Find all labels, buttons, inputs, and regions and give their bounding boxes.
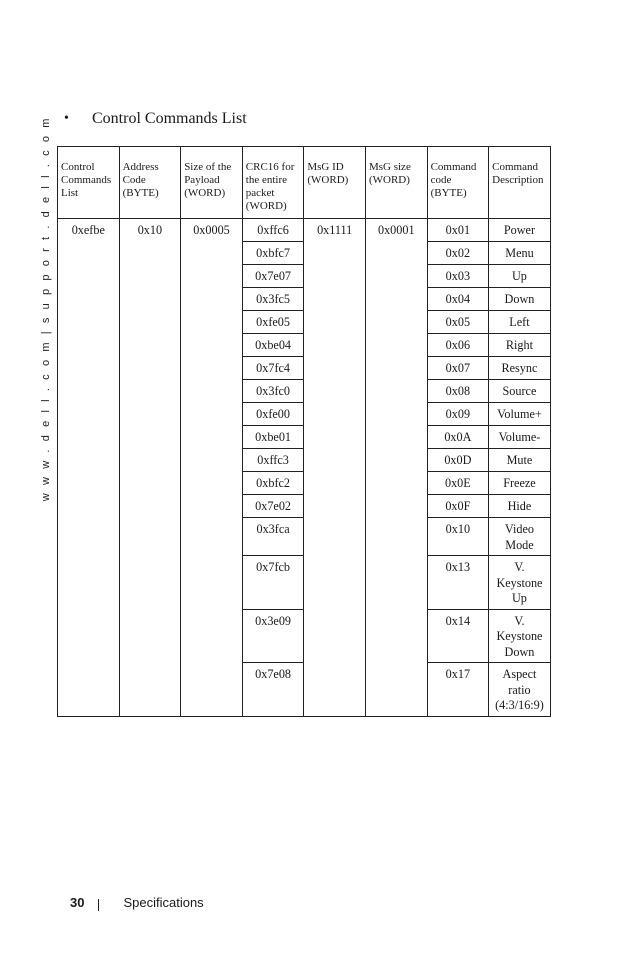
cell-address-code (119, 495, 181, 518)
cell-payload-size (181, 609, 243, 663)
cell-control-commands-list (58, 495, 120, 518)
table-row (58, 556, 551, 610)
cell-msg-id (304, 403, 366, 426)
control-commands-table (57, 146, 551, 717)
table-row (58, 242, 551, 265)
cell-command-code: 0x06 (427, 334, 489, 357)
cell-command-code: 0x10 (427, 518, 489, 556)
cell-command-code: 0x17 (427, 663, 489, 717)
cell-command-code: 0x0D (427, 449, 489, 472)
cell-control-commands-list (58, 449, 120, 472)
cell-msg-id (304, 495, 366, 518)
cell-crc16: 0x7fcb (242, 556, 304, 610)
cell-msg-size (365, 311, 427, 334)
cell-control-commands-list (58, 242, 120, 265)
cell-crc16: 0xfe05 (242, 311, 304, 334)
cell-command-description: Left (489, 311, 551, 334)
cell-command-code: 0x04 (427, 288, 489, 311)
table-row (58, 357, 551, 380)
cell-msg-id (304, 472, 366, 495)
side-url-text: w w w . d e l l . c o m | s u p p o r t . d e l l . c o m (40, 116, 52, 502)
cell-msg-id (304, 265, 366, 288)
table-row (58, 426, 551, 449)
cell-address-code (119, 288, 181, 311)
cell-control-commands-list (58, 288, 120, 311)
cell-command-code: 0x0A (427, 426, 489, 449)
cell-command-code: 0x07 (427, 357, 489, 380)
cell-crc16: 0x3fc5 (242, 288, 304, 311)
cell-control-commands-list (58, 265, 120, 288)
bullet-icon: • (64, 111, 69, 126)
cell-command-description: Down (489, 288, 551, 311)
cell-msg-size (365, 449, 427, 472)
cell-msg-size (365, 609, 427, 663)
cell-msg-size (365, 403, 427, 426)
cell-msg-size (365, 518, 427, 556)
cell-msg-id (304, 334, 366, 357)
cell-msg-size (365, 334, 427, 357)
cell-payload-size (181, 663, 243, 717)
table-row (58, 403, 551, 426)
cell-msg-size (365, 265, 427, 288)
table-row (58, 380, 551, 403)
table-row (58, 518, 551, 556)
cell-address-code (119, 426, 181, 449)
cell-crc16: 0xffc6 (242, 219, 304, 242)
cell-control-commands-list (58, 380, 120, 403)
cell-msg-size (365, 556, 427, 610)
cell-msg-id (304, 426, 366, 449)
table-header-row (58, 147, 551, 219)
table-row (58, 495, 551, 518)
cell-msg-id: 0x1111 (304, 219, 366, 242)
cell-msg-id (304, 242, 366, 265)
cell-address-code (119, 518, 181, 556)
cell-command-code: 0x09 (427, 403, 489, 426)
cell-address-code (119, 311, 181, 334)
table-row (58, 334, 551, 357)
cell-command-description: V. Keystone Down (489, 609, 551, 663)
section-heading (64, 110, 247, 128)
cell-payload-size (181, 556, 243, 610)
header-address-code: Address Code (BYTE) (119, 147, 181, 219)
cell-control-commands-list: 0xefbe (58, 219, 120, 242)
cell-address-code (119, 380, 181, 403)
cell-control-commands-list (58, 556, 120, 610)
cell-control-commands-list (58, 357, 120, 380)
cell-command-description: Resync (489, 357, 551, 380)
cell-crc16: 0xbe04 (242, 334, 304, 357)
cell-msg-size (365, 426, 427, 449)
cell-msg-id (304, 556, 366, 610)
header-command-description: Command Description (489, 147, 551, 219)
header-command-code: Command code (BYTE) (427, 147, 489, 219)
page-footer (70, 893, 204, 911)
table-row (58, 265, 551, 288)
table-row (58, 449, 551, 472)
section-title: Control Commands List (92, 110, 247, 127)
cell-msg-id (304, 357, 366, 380)
cell-control-commands-list (58, 663, 120, 717)
cell-crc16: 0x3fca (242, 518, 304, 556)
cell-payload-size (181, 334, 243, 357)
cell-command-description: Volume- (489, 426, 551, 449)
cell-payload-size (181, 403, 243, 426)
cell-command-description: Freeze (489, 472, 551, 495)
cell-address-code (119, 663, 181, 717)
cell-command-description: Power (489, 219, 551, 242)
cell-msg-id (304, 663, 366, 717)
cell-command-code: 0x0F (427, 495, 489, 518)
cell-crc16: 0x7e08 (242, 663, 304, 717)
cell-msg-id (304, 449, 366, 472)
cell-command-code: 0x08 (427, 380, 489, 403)
cell-control-commands-list (58, 426, 120, 449)
cell-crc16: 0x7e02 (242, 495, 304, 518)
cell-address-code (119, 265, 181, 288)
cell-msg-id (304, 288, 366, 311)
cell-address-code (119, 556, 181, 610)
cell-crc16: 0xbfc7 (242, 242, 304, 265)
cell-msg-size (365, 357, 427, 380)
cell-control-commands-list (58, 334, 120, 357)
cell-command-description: Volume+ (489, 403, 551, 426)
cell-msg-id (304, 609, 366, 663)
cell-msg-size (365, 663, 427, 717)
cell-crc16: 0x3e09 (242, 609, 304, 663)
cell-crc16: 0x7e07 (242, 265, 304, 288)
page-number: 30 (70, 894, 85, 910)
cell-address-code (119, 472, 181, 495)
cell-crc16: 0xffc3 (242, 449, 304, 472)
cell-address-code: 0x10 (119, 219, 181, 242)
cell-crc16: 0xbfc2 (242, 472, 304, 495)
cell-msg-size (365, 242, 427, 265)
cell-command-code: 0x05 (427, 311, 489, 334)
cell-command-description: Menu (489, 242, 551, 265)
cell-crc16: 0xfe00 (242, 403, 304, 426)
cell-command-code: 0x03 (427, 265, 489, 288)
cell-crc16: 0x3fc0 (242, 380, 304, 403)
cell-msg-id (304, 311, 366, 334)
cell-control-commands-list (58, 403, 120, 426)
cell-payload-size (181, 426, 243, 449)
footer-section-name: Specifications (123, 894, 204, 910)
cell-command-description: Right (489, 334, 551, 357)
cell-command-code: 0x14 (427, 609, 489, 663)
cell-address-code (119, 242, 181, 265)
cell-command-description: V. Keystone Up (489, 556, 551, 610)
cell-msg-size (365, 495, 427, 518)
cell-msg-id (304, 518, 366, 556)
cell-address-code (119, 403, 181, 426)
cell-payload-size (181, 380, 243, 403)
cell-command-description: Up (489, 265, 551, 288)
table-row (58, 288, 551, 311)
footer-divider (98, 899, 99, 911)
cell-control-commands-list (58, 518, 120, 556)
cell-msg-size (365, 380, 427, 403)
cell-command-description: Aspect ratio (4:3/16:9) (489, 663, 551, 717)
header-msg-id: MsG ID (WORD) (304, 147, 366, 219)
table-row (58, 219, 551, 242)
table-row (58, 311, 551, 334)
cell-payload-size (181, 472, 243, 495)
cell-control-commands-list (58, 311, 120, 334)
cell-payload-size (181, 357, 243, 380)
cell-payload-size (181, 518, 243, 556)
cell-control-commands-list (58, 609, 120, 663)
header-msg-size: MsG size (WORD) (365, 147, 427, 219)
cell-command-description: Source (489, 380, 551, 403)
cell-command-description: Hide (489, 495, 551, 518)
header-control-commands-list: Control Commands List (58, 147, 120, 219)
cell-payload-size (181, 242, 243, 265)
cell-msg-id (304, 380, 366, 403)
cell-address-code (119, 334, 181, 357)
cell-command-description: Video Mode (489, 518, 551, 556)
cell-payload-size (181, 495, 243, 518)
cell-command-code: 0x02 (427, 242, 489, 265)
cell-msg-size: 0x0001 (365, 219, 427, 242)
cell-command-code: 0x0E (427, 472, 489, 495)
cell-msg-size (365, 288, 427, 311)
cell-payload-size: 0x0005 (181, 219, 243, 242)
header-payload-size: Size of the Payload (WORD) (181, 147, 243, 219)
cell-payload-size (181, 311, 243, 334)
cell-msg-size (365, 472, 427, 495)
cell-crc16: 0xbe01 (242, 426, 304, 449)
cell-payload-size (181, 288, 243, 311)
cell-address-code (119, 449, 181, 472)
table-row (58, 472, 551, 495)
table-row (58, 609, 551, 663)
header-crc16: CRC16 for the entire packet (WORD) (242, 147, 304, 219)
cell-payload-size (181, 449, 243, 472)
table-row (58, 663, 551, 717)
cell-control-commands-list (58, 472, 120, 495)
cell-address-code (119, 357, 181, 380)
cell-command-code: 0x01 (427, 219, 489, 242)
cell-payload-size (181, 265, 243, 288)
cell-command-code: 0x13 (427, 556, 489, 610)
cell-address-code (119, 609, 181, 663)
cell-crc16: 0x7fc4 (242, 357, 304, 380)
cell-command-description: Mute (489, 449, 551, 472)
